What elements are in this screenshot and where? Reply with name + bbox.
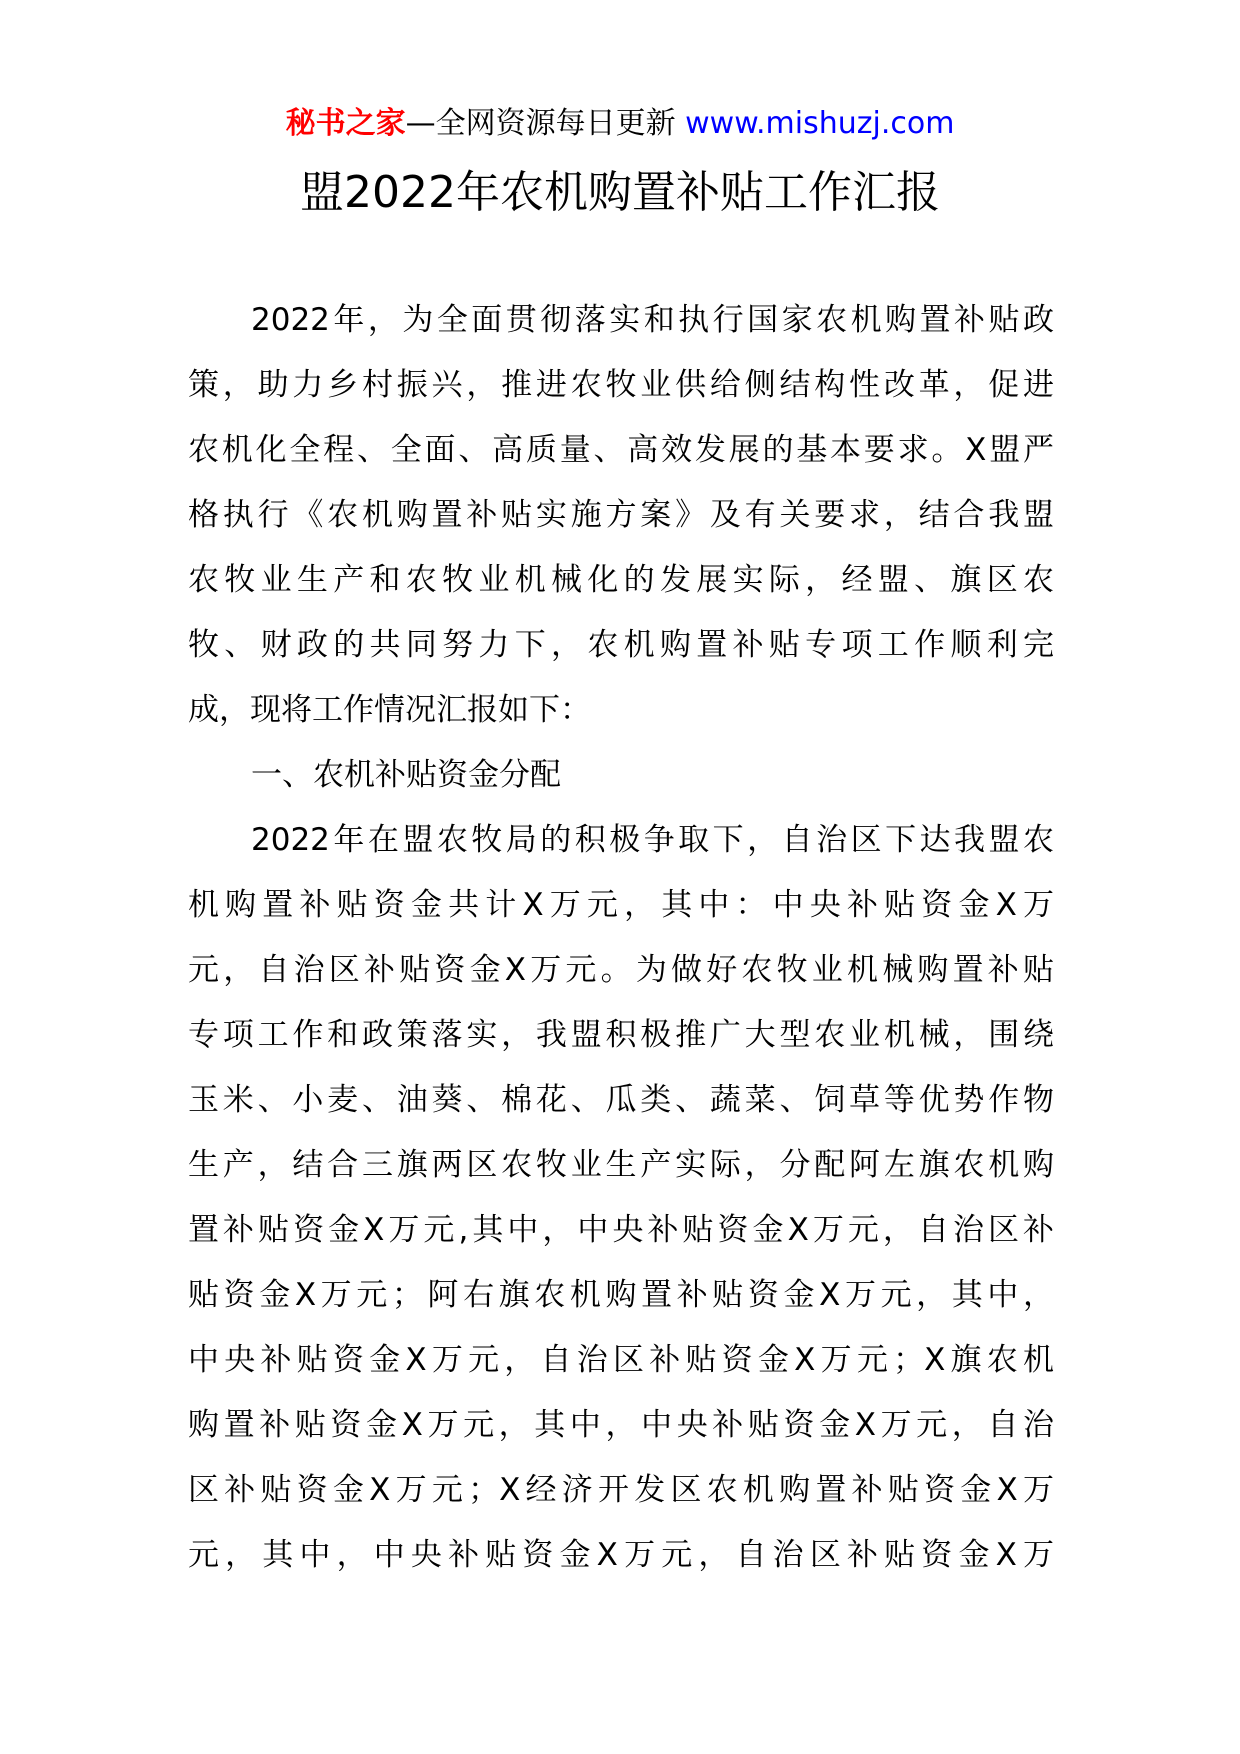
paragraph-line: 专项工作和政策落实，我盟积极推广大型农业机械，围绕 — [188, 1017, 1054, 1053]
paragraph-line: 策，助力乡村振兴，推进农牧业供给侧结构性改革，促进 — [188, 367, 1054, 403]
paragraph-line: 成，现将工作情况汇报如下： — [188, 692, 591, 728]
paragraph-line: 元，自治区补贴资金X万元。为做好农牧业机械购置补贴 — [188, 952, 1054, 988]
section-heading: 一、农机补贴资金分配 — [251, 757, 561, 793]
watermark-url: www.mishuzj.com — [685, 106, 955, 141]
document-body — [188, 288, 1054, 1588]
paragraph-line: 元，其中，中央补贴资金X万元，自治区补贴资金X万 — [188, 1537, 1054, 1573]
paragraph-line: 农机化全程、全面、高质量、高效发展的基本要求。X盟严 — [188, 432, 1054, 468]
paragraph-line: 购置补贴资金X万元，其中，中央补贴资金X万元，自治 — [188, 1407, 1054, 1443]
paragraph-line: 牧、财政的共同努力下，农机购置补贴专项工作顺利完 — [188, 627, 1054, 663]
paragraph-line: 贴资金X万元；阿右旗农机购置补贴资金X万元，其中， — [188, 1277, 1054, 1313]
document-title: 盟2022年农机购置补贴工作汇报 — [300, 167, 940, 218]
watermark-tagline: —全网资源每日更新 — [405, 106, 686, 141]
paragraph-line: 区补贴资金X万元；X经济开发区农机购置补贴资金X万 — [188, 1472, 1054, 1508]
paragraph-line: 2022年在盟农牧局的积极争取下，自治区下达我盟农 — [251, 822, 1054, 858]
watermark-header — [0, 104, 1240, 144]
watermark-brand: 秘书之家 — [285, 106, 406, 141]
paragraph-line: 格执行《农机购置补贴实施方案》及有关要求，结合我盟 — [188, 497, 1054, 533]
paragraph-line: 玉米、小麦、油葵、棉花、瓜类、蔬菜、饲草等优势作物 — [188, 1082, 1054, 1118]
paragraph-line: 机购置补贴资金共计X万元，其中：中央补贴资金X万 — [188, 887, 1054, 923]
paragraph-line: 置补贴资金X万元,其中，中央补贴资金X万元，自治区补 — [188, 1212, 1054, 1248]
paragraph-line: 农牧业生产和农牧业机械化的发展实际，经盟、旗区农 — [188, 562, 1054, 598]
paragraph-line: 2022年，为全面贯彻落实和执行国家农机购置补贴政 — [251, 302, 1054, 338]
paragraph-line: 中央补贴资金X万元，自治区补贴资金X万元；X旗农机 — [188, 1342, 1054, 1378]
paragraph-line: 生产，结合三旗两区农牧业生产实际，分配阿左旗农机购 — [188, 1147, 1054, 1183]
